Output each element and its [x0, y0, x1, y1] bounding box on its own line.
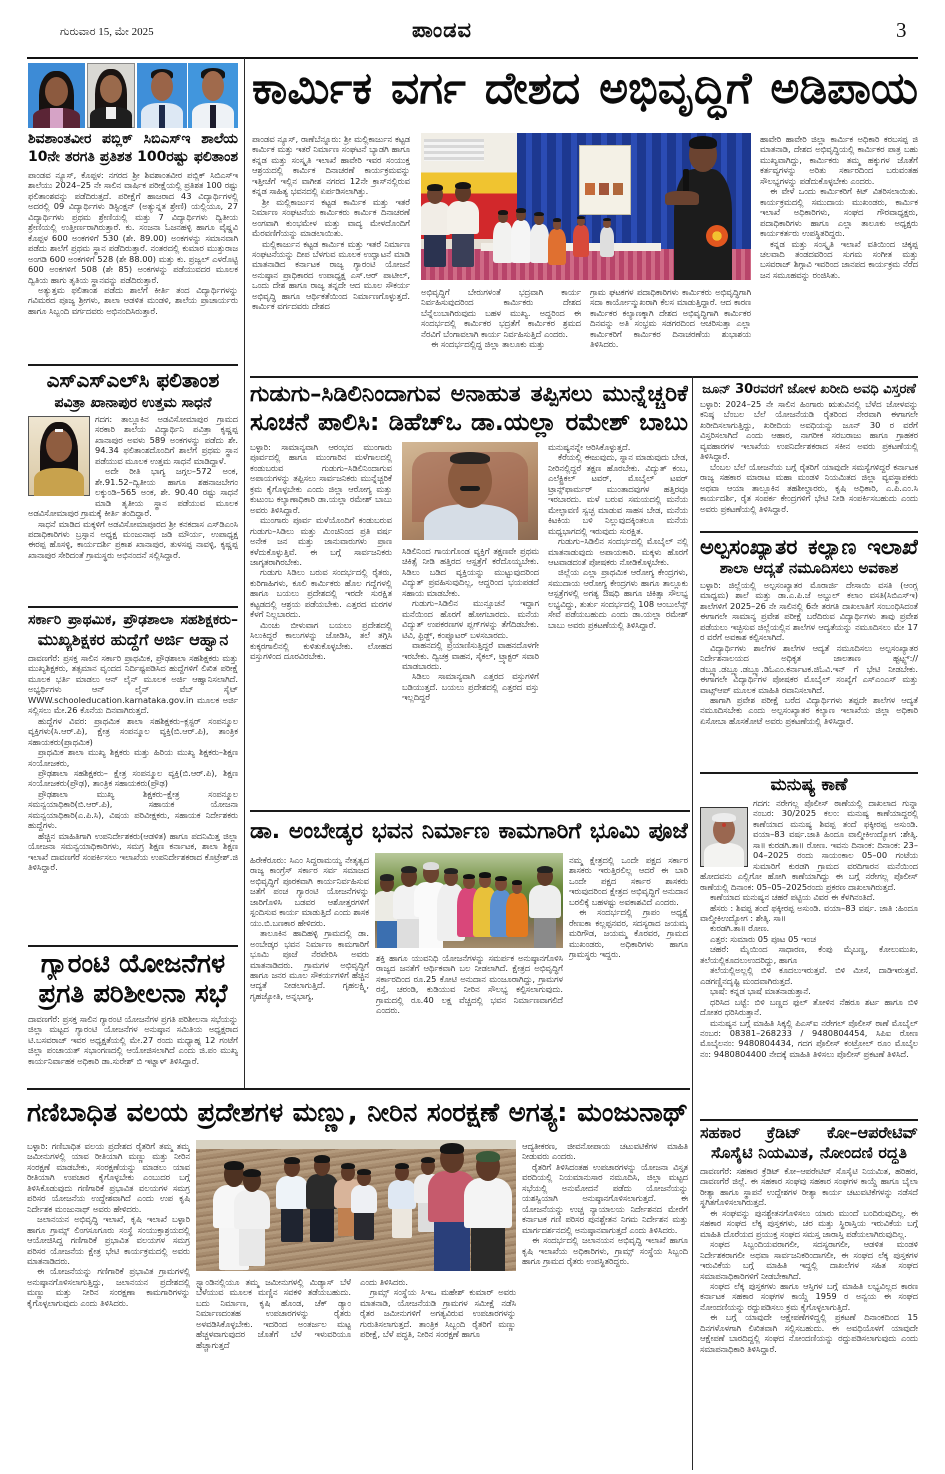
person-legs	[397, 916, 420, 948]
person-torso	[388, 1180, 416, 1210]
photo-labour-day-event	[421, 133, 751, 280]
person-torso	[573, 225, 588, 257]
paragraph: ಈ ವೇಳೆ ಒಂದು ಕಾರ್ಮಿಕರಿಗೆ ಕಿಟ್ ವಿತರಿಸಲಾಯಿತು. ಕಾರ್ಯಕ್ರಮದಲ್ಲಿ ಸಮುದಾಯ ಮುಖಂಡರು, ಕಾರ್ಮಿಕ ಇಲಾಖೆ ಅಧಿಕಾರಿಗಳು, ಸಂಘದ ಗೌರವಾಧ್ಯಕ್ಷರು, ಪದಾಧಿಕಾರಿಗಳು ಹಾಗೂ ಎಲ್ಲಾ ತಾಲೂಕು ಅಧ್ಯಕ್ಷರು ಕಾರ್ಯಕರ್ತರು ಉಪಸ್ಥಿತರಿದ್ದರು.	[760, 186, 918, 239]
photo-student-3	[137, 63, 187, 128]
shirt	[424, 504, 518, 540]
person-hair	[440, 1143, 464, 1154]
person-hair	[401, 866, 417, 873]
article-column	[590, 287, 751, 365]
article-column	[250, 442, 392, 808]
person-hair	[314, 1155, 330, 1163]
story-divider	[28, 364, 238, 366]
article-column	[360, 1277, 516, 1469]
horizon	[196, 1140, 516, 1149]
paragraph: ಸಂಘದ ಸಿಬ್ಬಂದಿಯವರಾಗಲೀ, ಸದಸ್ಯರಾಗಲೀ, ಆಡಳಿತ ಮಂಡಳಿ ನಿರ್ದೇಶಕರಾಗಲೀ ಅಥವಾ ಸಾರ್ವಜನಿಕರಿಂದಾಗಲೀ, ಈ ಸಂಘದ ಲೆಕ್ಕ ಪುಸ್ತಕಗಳ ಇರುವಿಕೆಯ ಬಗ್ಗೆ ಮಾಹಿತಿ ಇದ್ದಲ್ಲಿ ದಾಖಲೆಗಳ ಸಹಿತ ಸಂಘದ ಸಮಾಪನಾಧಿಕಾರಿಗಳಿಗೆ ನೀಡಬೇಕಾಗಿದೆ.	[700, 1239, 918, 1281]
lead-headline: ಕಾರ್ಮಿಕ ವರ್ಗ ದೇಶದ ಅಭಿವೃದ್ಧಿಗೆ ಅಡಿಪಾಯ	[252, 63, 918, 114]
person-legs	[354, 1210, 373, 1240]
article-body	[28, 414, 238, 600]
paragraph: ತಲೆಯಲ್ಲಿಅಲ್ಲಲ್ಲಿ ಬಿಳಿ ಕೂದಲುಇರುತ್ತವೆ. ಬಿಳಿ ಮೀಸೆ, ದಾಡಿಇರುತ್ತವೆ. ಎಡಗಣ್ಣಿನದೃಷ್ಟಿ ಮಂದವಾಗಿರುತ್ತದೆ.	[700, 965, 918, 986]
paragraph: ಮುಂಗಾರು ಪೂರ್ವ ಮಳೆಯೊಂದಿಗೆ ಕಂಡುಬರುವ ಗುಡುಗು–ಸಿಡಿಲು ಮತ್ತು ಮಿಂಚಿನಿಂದ ಪ್ರತಿ ವರ್ಷ ಅನೇಕ ಜನ ಮತ್ತು ಜಾನುವಾರುಗಳು ಪ್ರಾಣ ಕಳೆದುಕೊಳ್ಳುತ್ತಿವೆ. ಈ ಬಗ್ಗೆ ಸಾರ್ವಜನಿಕರು ಜಾಗೃತರಾಗಿರಬೇಕು.	[250, 515, 392, 567]
paragraph: ಕೆರೆಯಲ್ಲಿ ಈಜುವುದು, ಸ್ನಾನ ಮಾಡುವುದು ಬೇಡ, ನೀರಿನಲ್ಲಿದ್ದರೆ ತಕ್ಷಣ ಹೊರಬೇಕು. ವಿದ್ಯುತ್ ಕಂಬ, ಎಲೆಕ್ಟ್ರಿಕಲ್ ಟವರ್, ಮೊಬೈಲ್ ಟವರ್ ಟ್ರಾನ್ಸ್‌ಫಾರ್ಮರ್ ಮುಂತಾದವುಗಳ ಹತ್ತಿರವೂ ಇರಬಾರದು. ಮಳೆ ಬರುವ ಸಮಯದಲ್ಲಿ ಮನೆಯ ಮೇಲ್ಛಾವಣಿ ಸ್ವಚ್ಛ ಮಾಡುವ ಸಾಹಸ ಬೇಡ, ಮನೆಯ ಕಿಟಕಿಯ ಬಳಿ ನಿಲ್ಲುವುದಕ್ಕಿಂತಲೂ ಮನೆಯ ಮಧ್ಯಭಾಗದಲ್ಲಿ ಇರುವುದು ಸುರಕ್ಷಿತ.	[548, 452, 688, 536]
page-number: 3	[896, 18, 907, 42]
person-torso	[529, 885, 561, 919]
person-legs	[471, 1223, 505, 1271]
article-body	[28, 653, 238, 936]
person-hair	[284, 1157, 300, 1164]
article-body	[700, 399, 918, 527]
paragraph: ದಾವಣಗೆರೆ: ಪ್ರಸಕ್ತ ಸಾಲಿನ ಸರ್ಕಾರಿ ಪ್ರಾಥಮಿಕ, ಪ್ರೌಢಶಾಲಾ ಸಹಶಿಕ್ಷಕರು ಮತ್ತು ಮುಖ್ಯಶಿಕ್ಷಕರು, ತತ್ಸಮಾನ ವೃಂದದ ನಿರ್ದಿಷ್ಟಪಡಿಸಿದ ಹುದ್ದೆಗಳಿಗೆ ಲಿಖಿತ ಪರೀಕ್ಷೆ ಮೂಲಕ ಭರ್ತಿ ಮಾಡಲು ಆನ್ ಲೈನ್ ಮೂಲಕ ಅರ್ಜಿ ಆಹ್ವಾನಿಸಲಾಗಿದೆ. ಅಭ್ಯರ್ಥಿಗಳು ಆನ್ ಲೈನ್ ವೆಬ್ ಸೈಟ್ WWW.schooleducation.karnataka.gov.in ಮೂಲಕ ಅರ್ಜಿ ಸಲ್ಲಿಸಲು ಮೇ.26 ಕೊನೆಯ ದಿನವಾಗಿರುತ್ತದೆ.	[28, 653, 238, 716]
article-body	[28, 170, 238, 360]
story-divider	[700, 531, 918, 533]
story-divider	[27, 1088, 690, 1090]
paragraph: ಕುರಡಗಿ.ತಾ॥ ರೋಣ.	[710, 923, 770, 934]
person-hair	[243, 1169, 261, 1177]
paragraph: ಬಳ್ಳಾರಿ: ಸಾಮಾನ್ಯವಾಗಿ ಆರಂಭದ ಮುಂಗಾರು ಪೂರ್ವದಲ್ಲಿ ಹಾಗೂ ಮುಂಗಾರಿನ ಮಳೆಗಾಲದಲ್ಲಿ ಕಂಡುಬರುವ ಗುಡುಗು–ಸಿಡಿಲಿನಿಂದಾಗುವ ಅಪಾಯಗಳನ್ನು ತಪ್ಪಿಸಲು ಸಾರ್ವಜನಿಕರು ಮುನ್ನೆಚ್ಚರಿಕೆ ಕ್ರಮ ಕೈಗೊಳ್ಳಬೇಕು ಎಂದು ಜಿಲ್ಲಾ ಆರೋಗ್ಯ ಮತ್ತು ಕುಟುಂಬ ಕಲ್ಯಾಣಾಧಿಕಾರಿ ಡಾ.ಯಲ್ಲಾ ರಮೇಶ್ ಬಾಬು ಅವರು ತಿಳಿಸಿದ್ದಾರೆ.	[250, 442, 392, 515]
headline: ಸಹಕಾರ ಕ್ರೆಡಿಟ್ ಕೋ–ಆಪರೇಟಿವ್	[700, 1123, 918, 1142]
paragraph: ಸಾಧನೆ ಮಾಡಿದ ಮಕ್ಕಳಿಗೆ ಅಡವಿಸೋಮಾಪೂರದ ಶ್ರೀ ಕನಕದಾಸ ಎಸ್‌ಡಿಎಂಸಿ ಪದಾಧಿಕಾರಿಗಳು ಬ್ರಸ್ಸಾನ ಅಧ್ಯಕ್ಷ ಮಂಜುನಾಥ ಜಡಿ ಮೌರ್ಯ, ಉಪಾಧ್ಯಕ್ಷ ಈರಪ್ಪ ಹೊಸಳ್ಳಿ, ಕಾರ್ಯದರ್ಶಿ ಪ್ರಕಾಶ ಖಾನಾಪುರ, ತುಳಸಪ್ಪ ನಾವಳ್ಳಿ, ಕೃಷ್ಣಪ್ಪ ಖಾನಾಪುರ ಸೇರಿದಂತೆ ಗ್ರಾಮಸ್ಥರು ಅಭಿನಂದನೆ ಸಲ್ಲಿಸಿದ್ದಾರೆ.	[28, 518, 238, 560]
headline: ಸರ್ಕಾರಿ ಪ್ರಾಥಮಿಕ, ಪ್ರೌಢಶಾಲಾ ಸಹಶಿಕ್ಷಕರು–	[28, 612, 238, 628]
paragraph: ಸಂಘದ ಲೆಕ್ಕ ಪುಸ್ತಕಗಳು ಹಾಗೂ ಆಸ್ತಿಗಳ ಬಗ್ಗೆ ಮಾಹಿತಿ ಲಭ್ಯವಿಲ್ಲದ ಕಾರಣ ಕರ್ನಾಟಕ ಸಹಕಾರ ಸಂಘಗಳ ಕಾಯ್ದೆ 1959 ರ ಅನ್ವಯ ಈ ಸಂಘದ ನೋಂದಣಿಯನ್ನು ರದ್ದುಪಡಿಸಲು ಕ್ರಮ ಕೈಗೊಳ್ಳಲಾಗುತ್ತಿದೆ.	[700, 1280, 918, 1312]
person-hair	[421, 1157, 435, 1163]
paragraph: ಚಹರೆ: ಮೈಯಿಂದ ಸಾಧಾರಣ, ಕೆಂಪು ಮೈಬಣ್ಣ, ಕೋಲುಮುಖ, ತಲೆಯಲ್ಲಿಕೂದಲುಉದರಿದ್ದು, ಹಾಗೂ	[700, 944, 918, 965]
article-column	[421, 287, 581, 365]
paragraph: ಹಿರೇಕೆರೂರು: ಸಿಎಂ ಸಿದ್ದರಾಮಯ್ಯ ನೇತೃತ್ವದ ರಾಜ್ಯ ಕಾಂಗ್ರೆಸ್ ಸರ್ಕಾರ ಸರ್ವ ಸಮಾಜದ ಅಭಿವೃದ್ಧಿಗೆ ಪೂರಕವಾಗಿ ಕಾರ್ಯನಿರ್ವಹಿಸುವ ಜತೆಗೆ ಪಂಚ ಗ್ಯಾರಂಟಿ ಯೋಜನೆಗಳನ್ನು ಜಾರಿಗೊಳಿಸಿ ಬಡವರ ಆಶೋತ್ತರಗಳಿಗೆ ಸ್ಪಂದಿಸುವ ಕಾರ್ಯ ಮಾಡುತ್ತಿದೆ ಎಂದು ಶಾಸಕ ಯು.ಬಿ.ಬಣಕಾರ ಹೇಳಿದರು.	[250, 855, 369, 928]
photo-student-4	[188, 63, 238, 128]
article-column	[402, 546, 539, 808]
collar	[50, 108, 63, 128]
paragraph: ಸ್ಟ್ಯಾಂಡಿನಲ್ಲಿಯೂ ತಮ್ಮ ಜಮೀನುಗಳಲ್ಲಿ ಮಿಡ್ಯಾಸ್ ಬೆಳೆ ಬೆಳೆಯುವ ಮೂಲಕ ಮಣ್ಣಿನ ಸವಕಳಿ ತಡೆಯಬಹುದು. ಬದು ನಿರ್ಮಾಣ, ಕೃಷಿ ಹೊಂಡ, ಚೆಕ್ ಡ್ಯಾಂ ನಿರ್ಮಾಣದಂತಹ ಉಪಚಾರಗಳನ್ನು ರೈತರು ಅಳವಡಿಸಿಕೊಳ್ಳಬೇಕು. ಇದರಿಂದ ಅಂತರ್ಜಲ ಮಟ್ಟ ಹೆಚ್ಚಳವಾಗುವುದರ ಜೊತೆಗೆ ಬೆಳೆ ಇಳುವರಿಯೂ ಹೆಚ್ಚಾಗುತ್ತದೆ	[196, 1277, 351, 1350]
shirt	[704, 843, 744, 867]
rosette-badge	[706, 225, 728, 247]
paragraph: ದಾವಣಗೆರೆ: ಪ್ರಸಕ್ತ ಸಾಲಿನ ಗ್ಯಾರಂಟಿ ಯೋಜನೆಗಳ ಪ್ರಗತಿ ಪರಿಶೀಲನಾ ಸಭೆಯನ್ನು ಜಿಲ್ಲಾ ಮಟ್ಟದ ಗ್ಯಾರಂಟಿ ಯೋಜನೆಗಳ ಅನುಷ್ಠಾನ ಸಮಿತಿಯ ಅಧ್ಯಕ್ಷರಾದ ಟಿ.ಬಸವರಾಜ್ ಇವರ ಅಧ್ಯಕ್ಷತೆಯಲ್ಲಿ ಮೇ.27 ರಂದು ಮಧ್ಯಾಹ್ನ 12 ಗಂಟೆಗೆ ಜಿಲ್ಲಾ ಪಂಚಾಯತ್ ಸಭಾಂಗಣದಲ್ಲಿ ಆಯೋಜಿಸಲಾಗಿದೆ ಎಂದು ಜಿ.ಪಂ ಮುಖ್ಯ ಕಾರ್ಯನಿರ್ವಾಹಕ ಅಧಿಕಾರಿ ಡಾ.ಸುರೇಶ್ ಬಿ ಇಟ್ನಾಳ್ ತಿಳಿಸಿದ್ದಾರೆ.	[28, 1014, 238, 1066]
headline: ಎಸ್‌ಎಸ್‌ಎಲ್‌ಸಿ ಫಲಿತಾಂಶ	[46, 368, 220, 392]
right-column-divider	[692, 376, 693, 1470]
paragraph: ಬೆಂಬಲ ಬೆಲೆ ಯೋಜನೆಯ ಬಗ್ಗೆ ರೈತರಿಗೆ ಯಾವುದೇ ಸಮಸ್ಯೆಗಳಿದ್ದರೆ ಕರ್ನಾಟಕ ರಾಜ್ಯ ಸಹಕಾರ ಮಾರಾಟ ಮಹಾ ಮಂಡಳಿ ನಿಯಮಿತದ ಜಿಲ್ಲಾ ವ್ಯವಸ್ಥಾಪಕರು ಅಥವಾ ಆಯಾ ತಾಲ್ಲೂಕಿನ ತಹಶೀಲ್ದಾರರು, ಕೃಷಿ ಅಧಿಕಾರಿ, ಎ.ಪಿ.ಎಂ.ಸಿ ಕಾರ್ಯದರ್ಶಿ, ರೈತ ಸಂಪರ್ಕ ಕೇಂದ್ರಗಳಿಗೆ ಭೇಟಿ ನೀಡಿ ಸಂಪರ್ಕಿಸಬಹುದು ಎಂದು ಅವರು ಪ್ರಕಟಣೆಯಲ್ಲಿ ತಿಳಿಸಿದ್ದಾರೆ.	[700, 461, 918, 514]
paragraph: ಪ್ರೌಢಶಾಲಾ ಸಹಶಿಕ್ಷಕರು– ಕ್ಷೇತ್ರ ಸಂಪನ್ಮೂಲ ವ್ಯಕ್ತಿ(ಬಿ.ಆರ್.ಪಿ), ಶಿಕ್ಷಣ ಸಂಯೋಜಕರು(ಪ್ರೌಢ), ತಾಂತ್ರಿಕ ಸಹಾಯಕರು(ಪ್ರೌಢ)	[28, 767, 238, 789]
paragraph: ಮನುಷ್ಯನ ಬಗ್ಗೆ ಮಾಹಿತಿ ಸಿಕ್ಕಲ್ಲಿ ಪಿಎಸ್‌ಐ ನರೇಗಲ್ ಪೊಲೀಸ್ ಠಾಣೆ ಮೊಬೈಲ್ ನಂಬರ: 08381–268233 / 9480804454, ಸಿಪಿಐ ರೋಣ ಮೊಬೈಲನಂ: 9480804434, ಗದಗ ಪೊಲೀಸ್ ಕಂಟ್ರೋಲ್ ರೂಂ ಮೊಬೈಲ ನಂ: 9480804400 ನೇದಕ್ಕೆ ಮಾಹಿತಿ ತಿಳಿಸಲು ಪೊಲೀಸ್ ಪ್ರಕಟಣೆ ತಿಳಿಸಿದೆ.	[700, 1017, 918, 1059]
paragraph: ಜಿಲ್ಲೆಯ ಎಲ್ಲಾ ಪ್ರಾಥಮಿಕ ಆರೋಗ್ಯ ಕೇಂದ್ರಗಳು, ಸಮುದಾಯ ಆರೋಗ್ಯ ಕೇಂದ್ರಗಳು ಹಾಗೂ ತಾಲ್ಲೂಕು ಆಸ್ಪತ್ರೆಗಳಲ್ಲಿ ಅಗತ್ಯ ಔಷಧಿ ಹಾಗೂ ಚಿಕಿತ್ಸಾ ಸೌಲಭ್ಯ ಲಭ್ಯವಿದ್ದು, ತುರ್ತು ಸಂದರ್ಭದಲ್ಲಿ 108 ಆಂಬುಲೆನ್ಸ್ ಸೇವೆ ಪಡೆಯಬಹುದು ಎಂದು ಡಾ.ಯಲ್ಲಾ ರಮೇಶ್ ಬಾಬು ಅವರು ಪ್ರಕಟಣೆಯಲ್ಲಿ ತಿಳಿಸಿದ್ದಾರೆ.	[548, 567, 688, 630]
paragraph: ಅದೇ ರೀತಿ ಭಾಗ್ಯ ಜಗ್ಗಲ–572 ಅಂಕ, ಶೇ.91.52–ದ್ವಿತೀಯ ಹಾಗೂ ಶಹನಾಜಬೇಗಂ ಲಕ್ಕುಂಡಿ–565 ಅಂಕ, ಶೇ. 90.40 ರಷ್ಟು ಸಾಧನೆ ಮಾಡಿ ತೃತೀಯ ಸ್ಥಾನ ಪಡೆಯುವ ಮೂಲಕ ಅಡವಿಸೋಮಾಪುರ ಗ್ರಾಮಕ್ಕೆ ಕೀರ್ತಿ ತಂದಿದ್ದಾರೆ.	[28, 466, 238, 519]
person-torso	[464, 1178, 511, 1228]
masthead: ಪಾಂಡವ	[411, 18, 473, 42]
paragraph: ಗದಗ: ತಾಲ್ಲೂಕಿನ ಅಡವಿಸೋಮಾಪುರ ಗ್ರಾಮದ ಸರಕಾರಿ ಶಾಲೆಯ ವಿದ್ಯಾರ್ಥಿನಿ ಪವಿತ್ರಾ ಕೃಷ್ಣಪ್ಪ ಖಾನಾಪುರ ಅವಳು 589 ಅಂಕಗಳನ್ನು ಪಡೆದು ಶೇ. 94.34 ಫಲಿತಾಂಶದೊಂದಿಗೆ ಶಾಲೆಗೆ ಪ್ರಥಮ ಸ್ಥಾನ ಪಡೆಯುವ ಮೂಲಕ ಉತ್ತಮ ಸಾಧನೆ ಮಾಡಿದ್ದಾಳೆ.	[95, 414, 238, 466]
photo-student-1	[28, 63, 85, 128]
article-column	[548, 442, 688, 808]
paragraph: ಎಂದು ತಿಳಿಸಿದರು.	[360, 1277, 408, 1287]
paragraph: ಪ್ರೌಢಶಾಲಾ ಮುಖ್ಯ ಶಿಕ್ಷಕರು–ಕ್ಷೇತ್ರ ಸಂಪನ್ಮೂಲ ಸಮನ್ವಯಾಧಿಕಾರಿ(ಬಿ.ಆರ್.ಪಿ), ಸಹಾಯಕ ಯೋಜನಾ ಸಮನ್ವಯಾಧಿಕಾರಿ(ಎ.ಪಿ.ಸಿ), ವಿಷಯ ಪರಿವೀಕ್ಷಕರು, ಸಹಾಯಕ ನಿರ್ದೇಶಕರು ಹುದ್ದೆಗಳು.	[28, 788, 238, 831]
person-torso	[351, 1185, 378, 1213]
person-torso	[234, 1190, 270, 1228]
article-body	[700, 1166, 918, 1468]
paragraph: ತಾಲೂಕಿನ ಹಾದಿಹಳ್ಳಿ ಗ್ರಾಮದಲ್ಲಿ ಡಾ. ಅಂಬೇಡ್ಕರ ಭವನ ನಿರ್ಮಾಣ ಕಾಮಗಾರಿಗೆ ಭೂಮಿ ಪೂಜೆ ನೆರವೇರಿಸಿ ಅವರು ಮಾತನಾಡಿದರು. ಗ್ರಾಮಗಳ ಅಭಿವೃದ್ಧಿಗೆ ಹಾಗೂ ಜನರ ಮೂಲ ಸೌಕರ್ಯಗಳಿಗೆ ಹೆಚ್ಚಿನ ಆದ್ಯತೆ ನೀಡಲಾಗುತ್ತಿದೆ. ಗೃಹಲಕ್ಷ್ಮಿ, ಗೃಹಜ್ಯೋತಿ, ಅನ್ನಭಾಗ್ಯ,	[250, 928, 369, 1001]
paragraph: ಈ ಸಂದರ್ಭದಲ್ಲಿ ಜಲಾನಯನ ಅಭಿವೃದ್ಧಿ ಇಲಾಖೆ ಹಾಗೂ ಕೃಷಿ ಇಲಾಖೆಯ ಅಧಿಕಾರಿಗಳು, ಗ್ರಾಮ್ಸ್ ಸಂಸ್ಥೆಯ ಸಿಬ್ಬಂದಿ ಹಾಗೂ ಗ್ರಾಮದ ರೈತರು ಉಪಸ್ಥಿತರಿದ್ದರು.	[522, 1235, 688, 1266]
person-hair	[427, 184, 443, 191]
person-hair	[498, 210, 508, 215]
paragraph: ಕನ್ನಡ ಮತ್ತು ಸಂಸ್ಕೃತಿ ಇಲಾಖೆ ವತಿಯಿಂದ ಚಿಕ್ಕಪ್ಪ ಚಲವಾದಿ ತಂಡದವರಿಂದ ಸುಗಮ ಸಂಗೀತ ಮತ್ತು ಬಸವರಾಜ್ ಶಿಗ್ಗಾವಿ ಇವರಿಂದ ಜಾನಪದ ಕಾರ್ಯಕ್ರಮ ನೆರೆದ ಜನ ಸಮೂಹವನ್ನು ರಂಜಿಸಿತು.	[760, 238, 918, 280]
person-hair	[516, 208, 526, 213]
paragraph: ಭಾಷೆ: ಕನ್ನಡ ಭಾಷೆ ಮಾತನಾಡುತ್ತಾನೆ.	[710, 986, 811, 997]
person-hair	[479, 872, 491, 878]
paragraph: ಹುದ್ದೆಗಳ ವಿವರ: ಪ್ರಾಥಮಿಕ ಶಾಲಾ ಸಹಶಿಕ್ಷಕರು–ಕ್ಲಸ್ಟರ್ ಸಂಪನ್ಮೂಲ ವ್ಯಕ್ತಿಗಳು(ಸಿ.ಆರ್.ಪಿ), ಕ್ಷೇತ್ರ ಸಂಪನ್ಮೂಲ ವ್ಯಕ್ತಿ(ಬಿ.ಆರ್.ಪಿ), ತಾಂತ್ರಿಕ ಸಹಾಯಕರು(ಪ್ರಾಥಮಿಕ)	[28, 715, 238, 747]
person-torso	[600, 227, 614, 257]
subheadline: ಪವಿತ್ರಾ ಖಾನಾಪುರ ಉತ್ತಮ ಸಾಧನೆ	[54, 395, 212, 411]
photo-missing-man	[700, 807, 748, 867]
header-rule	[27, 57, 918, 59]
paragraph: ಬಳ್ಳಾರಿ: ಜಿಲ್ಲೆಯಲ್ಲಿ ಅಲ್ಪಸಂಖ್ಯಾತರ ಮೊರಾರ್ಜಿ ದೇಸಾಯಿ ವಸತಿ (ಆಂಗ್ಲ ಮಾಧ್ಯಮ) ಶಾಲೆ ಮತ್ತು ಡಾ.ಎ.ಪಿ.ಜೆ ಅಬ್ದುಲ್ ಕಲಾಂ ವಸತಿ(ಸಿಬಿಎಸ್‌ಇ) ಶಾಲೆಗಳಿಗೆ 2025–26 ನೇ ಸಾಲಿನಲ್ಲಿ 6ನೇ ತರಗತಿ ದಾಖಲಾತಿಗೆ ಸಂಬಂಧಿಸಿದಂತೆ ಈಗಾಗಲೇ ಸಾಮಾನ್ಯ ಪ್ರವೇಶ ಪರೀಕ್ಷೆ ಬರೆದಿರುವ ವಿದ್ಯಾರ್ಥಿಗಳು ತಾವು ಪ್ರವೇಶ ಪಡೆಯಲು ಇಚ್ಛಿಸುವ ಜಿಲ್ಲೆಯಲ್ಲಿನ ಶಾಲೆಗಳ ಆದ್ಯತೆಯನ್ನು ನಮೂದಿಸಲು ಮೇ 17 ರ ವರೆಗೆ ಅವಕಾಶ ಕಲ್ಪಿಸಲಾಗಿದೆ.	[700, 580, 918, 643]
paragraph: ಮಿಂಚು ಬೀಳುವಾಗ ಬಯಲು ಪ್ರದೇಶದಲ್ಲಿ ಸಿಲುಕಿದ್ದರೆ ಕಾಲುಗಳನ್ನು ಜೋಡಿಸಿ, ತಲೆ ತಗ್ಗಿಸಿ ಕುಕ್ಕರಗಾಲಿನಲ್ಲಿ ಕುಳಿತುಕೊಳ್ಳಬೇಕು. ಲೋಹದ ವಸ್ತುಗಳಿಂದ ದೂರವಿರಬೇಕು.	[250, 619, 392, 662]
paragraph: ಅತ್ಯುತ್ತಮ ಫಲಿತಾಂಶ ಪಡೆದು ಶಾಲೆಗೆ ಕೀರ್ತಿ ತಂದ ವಿದ್ಯಾರ್ಥಿಗಳನ್ನು ಗವಿಮಠದ ಪೂಜ್ಯ ಶ್ರೀಗಳು, ಶಾಲಾ ಆಡಳಿತ ಮಂಡಳಿ, ಶಾಲೆಯ ಪ್ರಾಚಾರ್ಯರು ಹಾಗೂ ಸಿಬ್ಬಂದಿ ವರ್ಗದವರು ಅಭಿನಂದಿಸಿರುತ್ತಾರೆ.	[28, 284, 238, 316]
mustache	[460, 486, 480, 491]
paragraph: ದಾವಣಗೆರೆ: ಸಹಕಾರ ಕ್ರೆಡಿಟ್ ಕೋ–ಆಪರೇಟಿವ್ ಸೊಸೈಟಿ ನಿಯಮಿತ, ಹರಿಹರ, ದಾವಣಗೆರೆ ಜಿಲ್ಲೆ. ಈ ಸಹಕಾರ ಸಂಘವು ಸಹಕಾರ ಸಂಘಗಳ ಕಾಯ್ದೆ ಹಾಗೂ ಬೈಲಾ ರೀತ್ಯಾ ಹಾಗೂ ಸ್ಥಾಪನೆ ಉದ್ದೇಶಗಳ ರೀತ್ಯಾ ಕಾರ್ಯ ಚಟುವಟಿಕೆಗಳನ್ನು ನಡೆಸದೆ ಸ್ಥಗಿತಗೊಳಿಸಲಾಗಿರುತ್ತದೆ.	[700, 1166, 918, 1208]
person-legs	[281, 1206, 304, 1242]
photo-bhoomi-puja	[375, 853, 563, 948]
paragraph: ಮನುಷ್ಯನನ್ನೇ ಆರಿಸಿಕೊಳ್ಳುತ್ತದೆ.	[548, 442, 631, 452]
paragraph: ಗದಗ: ನರೇಗಲ್ಲ ಪೊಲೀಸ್ ಠಾಣೆಯಲ್ಲಿ ದಾಖಲಾದ ಗುನ್ನಾ ನಂಬರ: 30/2025 ಕಲಂ: ಮನುಷ್ಯ ಕಾಣೆಯಾದ್ದರಲ್ಲಿ ಕಾಣೆಯಾದ ಮನುಷ್ಯ ಶಿವಪ್ಪ ತಂದೆ ಫಕ್ಕೀರಪ್ಪ ಅಸುಂಡಿ. ವಯಾ–83 ವರ್ಷ.ಜಾತಿ ಹಿಂದೂ ವಾಲ್ಮೀಕಿಉದ್ಯೋಗ :ಶೇತ್ಕಿ. ಸಾ॥ ಕುರಡಗಿ.ತಾ॥ ರೋಣ. ಇವನು ದಿನಾಂಕ: ದಿನಾಂಕ: 23–04–2025 ರಂದು ಸಾಯಂಕಾಲ 05–00 ಗಂಟೆಯ ಸುಮಾರಿಗೆ ಕುರಡಗಿ ಗ್ರಾಮದ ವರದಿಗಾರನ ಮನೆಯಿಂದ ಹೋದವನು ಎಲ್ಲಿಗೋ ಹೋಗಿ ಕಾಣೆಯಾಗಿದ್ದು ಈ ಬಗ್ಗೆ ನರೇಗಲ್ಲ ಪೊಲೀಸ್ ಠಾಣೆಯಲ್ಲಿ ದಿನಾಂಕ: 05–05–2025ರಂದು ಪ್ರಕರಣ ದಾಖಲಾಗಿರುತ್ತದೆ.	[700, 798, 918, 892]
article-column	[760, 134, 918, 365]
story-divider	[250, 376, 918, 378]
photo-student-2	[87, 63, 135, 128]
person-torso	[511, 220, 532, 263]
person-legs	[310, 1205, 334, 1242]
person-hair	[495, 876, 506, 881]
headline: ಜೂನ್ 30ರವರಗೆ ಜೋಳ ಖರೀದಿ ಅವಧಿ ವಿಸ್ತರಣೆ	[702, 382, 916, 397]
paragraph: ಗುಡುಗು–ಸಿಡಿಲಿನ ಸಂದರ್ಭದಲ್ಲಿ ಮೊಬೈಲ್ ನಲ್ಲಿ ಮಾತನಾಡುವುದು ಅಪಾಯಕಾರಿ. ಮಕ್ಕಳು ಹೊರಗೆ ಆಟವಾಡದಂತೆ ಪೋಷಕರು ನೋಡಿಕೊಳ್ಳಬೇಕು.	[548, 536, 688, 567]
person-hair	[476, 1151, 500, 1162]
paragraph: ಬಳ್ಳಾರಿ: ಗಣಿಬಾಧಿತ ವಲಯ ಪ್ರದೇಶದ ರೈತರಿಗೆ ತಮ್ಮ ತಮ್ಮ ಜಮೀನುಗಳಲ್ಲಿ ಯಾವ ರೀತಿಯಾಗಿ ಮಣ್ಣು ಮತ್ತು ನೀರಿನ ಸಂರಕ್ಷಣೆ ಮಾಡಬೇಕು, ಸಂರಕ್ಷಣೆಯನ್ನು ಮಾಡಲು ಯಾವ ರೀತಿಯಾಗಿ ಉಪಚಾರ ಕೈಗೊಳ್ಳಬೇಕು ಎಂಬುದರ ಬಗ್ಗೆ ತಿಳಿಸಿಕೊಡುವುದು ಗಣಿಗಾರಿಕೆ ಪ್ರಭಾವಿತ ವಲಯಗಳ ಸಮಗ್ರ ಪರಿಸರ ಯೋಜನೆಯ ಉದ್ದೇಶವಾಗಿದೆ ಎಂದು ಉಪ ಕೃಷಿ ನಿರ್ದೇಶಕ ಮಂಜುನಾಥ್ ಅವರು ಹೇಳಿದರು.	[27, 1141, 190, 1214]
paragraph: ಸಿಡಿಲಿನಿಂದ ಗಾಯಗೊಂಡ ವ್ಯಕ್ತಿಗೆ ತಕ್ಷಣವೇ ಪ್ರಥಮ ಚಿಕಿತ್ಸೆ ನೀಡಿ ಹತ್ತಿರದ ಆಸ್ಪತ್ರೆಗೆ ಕರೆದೊಯ್ಯಬೇಕು. ಸಿಡಿಲು ಬಡಿದ ವ್ಯಕ್ತಿಯನ್ನು ಮುಟ್ಟುವುದರಿಂದ ವಿದ್ಯುತ್ ಪ್ರವಹಿಸುವುದಿಲ್ಲ, ಆದ್ದರಿಂದ ಭಯಪಡದೆ ಸಹಾಯ ಮಾಡಬೇಕು.	[402, 546, 539, 598]
photo-pavithra	[28, 416, 90, 496]
article-body	[700, 580, 918, 770]
article-column	[196, 1277, 351, 1469]
window	[424, 139, 484, 161]
headline: ಡಾ. ಅಂಬೇಡ್ಕರ ಭವನ ನಿರ್ಮಾಣ ಕಾಮಗಾರಿಗೆ ಭೂಮಿ ಪೂಜೆ	[250, 819, 688, 844]
person-torso	[276, 1176, 308, 1210]
headline: ಶಿವಶಾಂತವೀರ ಪಬ್ಲಿಕ್ ಸಿಬಿಎಸ್‌ಇ ಶಾಲೆಯ	[28, 131, 238, 147]
person-legs	[239, 1225, 265, 1266]
paragraph: ಈ ಸಂಘವನ್ನು ಪುನಶ್ಚೇತನಗೊಳಿಸಲು ಯಾರು ಮುಂದೆ ಬಂದಿರುವುದಿಲ್ಲ. ಈ ಸಹಕಾರ ಸಂಘದ ಲೆಕ್ಕ ಪುಸ್ತಕಗಳು, ಚರ ಮತ್ತು ಸ್ಥಿರಾಸ್ತಿಯ ಇರುವಿಕೆಯ ಬಗ್ಗೆ ಮಾಹಿತಿ ದೊರೆಯದ ಪ್ರಯುಕ್ತ ಸಂಘದ ಸಮಸ್ತ ಜಾರಾಸ್ತಿ ಪಡೆಯಲಾಗಿರುವುದಿಲ್ಲ.	[700, 1207, 918, 1239]
paragraph: ಗುಡುಗು–ಸಿಡಿಲಿನ ಮುನ್ಸೂಚನೆ ಇದ್ದಾಗ ಮನೆಯಿಂದ ಹೊರಗೆ ಹೋಗಬಾರದು. ಮನೆಯ ವಿದ್ಯುತ್ ಉಪಕರಣಗಳ ಪ್ಲಗ್‌ಗಳನ್ನು ತೆಗೆದಿಡಬೇಕು. ಟಿವಿ, ಫ್ರಿಡ್ಜ್, ಕಂಪ್ಯೂಟರ್ ಬಳಸಬಾರದು.	[402, 598, 539, 640]
person-hair	[689, 136, 718, 149]
tie	[159, 105, 165, 128]
person-hair	[455, 182, 471, 189]
article-column	[27, 1141, 190, 1469]
headline: 10ನೇ ತರಗತಿ ಪ್ರತಿಶತ 100ರಷ್ಟು ಫಲಿತಾಂಶ	[28, 149, 238, 165]
article-column	[569, 855, 688, 1083]
collar	[106, 107, 116, 119]
paragraph: ಗುಡುಗು ಸಿಡಿಲು ಬರುವ ಸಂದರ್ಭದಲ್ಲಿ ರೈತರು, ಕುರಿಗಾಹಿಗಳು, ಕೂಲಿ ಕಾರ್ಮಿಕರು ಹೊಲ ಗದ್ದೆಗಳಲ್ಲಿ ಹಾಗೂ ಬಯಲು ಪ್ರದೇಶದಲ್ಲಿ ಇರದೇ ಸುರಕ್ಷಿತ ಕಟ್ಟಡದಲ್ಲಿ ಆಶ್ರಯ ಪಡೆಯಬೇಕು. ಎತ್ತರದ ಮರಗಳ ಕೆಳಗೆ ನಿಲ್ಲಬಾರದು.	[250, 567, 392, 620]
tilak	[55, 429, 63, 432]
person-hair	[341, 1163, 355, 1169]
hair	[712, 813, 736, 822]
paragraph: ಆದ್ಯತೀಕರಣ, ಜೀವನೋಪಾಯ ಚಟುವಟಿಕೆಗಳ ಮಾಹಿತಿ ನೀಡುವರು ಎಂದರು.	[522, 1141, 688, 1162]
paragraph: ಜಲಾನಯನ ಅಭಿವೃದ್ಧಿ ಇಲಾಖೆ, ಕೃಷಿ ಇಲಾಖೆ ಬಳ್ಳಾರಿ ಹಾಗೂ ಗ್ರಾಮ್ಸ್ ಲಿಂಗಸೂಗೂರು ಸಂಸ್ಥೆ ಸಂಯುಕ್ತಾಶ್ರಯದಲ್ಲಿ ಆಯೋಜಿಸಿದ್ದ ಗಣಿಗಾರಿಕೆ ಪ್ರಭಾವಿತ ವಲಯಗಳ ಸಮಗ್ರ ಪರಿಸರ ಯೋಜನೆಯ ಕ್ಷೇತ್ರ ಭೇಟಿ ಕಾರ್ಯಕ್ರಮದಲ್ಲಿ ಅವರು ಮಾತನಾಡಿದರು.	[27, 1214, 190, 1266]
headline: ಗ್ಯಾರಂಟಿ ಯೋಜನೆಗಳ	[40, 949, 226, 979]
paragraph: ಬಳ್ಳಾರಿ: 2024–25 ನೇ ಸಾಲಿನ ಹಿಂಗಾರು ಋತುವಿನಲ್ಲಿ ಬೆಳೆದ ಜೋಳವನ್ನು ಕನಿಷ್ಠ ಬೆಂಬಲ ಬೆಲೆ ಯೋಜನೆಯಡಿ ರೈತರಿಂದ ನೇರವಾಗಿ ಈಗಾಗಲೇ ಖರೀದಿಸಲಾಗುತ್ತಿದ್ದು, ಖರೀದಿಯ ಅವಧಿಯನ್ನು ಜೂನ್ 30 ರ ವರೆಗೆ ವಿಸ್ತರಿಸಲಾಗಿದೆ ಎಂದು ಆಹಾರ, ನಾಗರೀಕ ಸರಬರಾಜು ಹಾಗೂ ಗ್ರಾಹಕರ ವ್ಯವಹಾರಗಳ ಇಲಾಖೆಯ ಉಪನಿರ್ದೇಶಕರಾದ ಸಕೀನ ಅವರು ಪ್ರಕಟಣೆಯಲ್ಲಿ ತಿಳಿಸಿದ್ದಾರೆ.	[700, 399, 918, 462]
story-divider	[700, 1119, 918, 1121]
banner-photo	[599, 183, 609, 195]
paragraph: ಈ ಯೋಜನೆಯನ್ನು ಗಣಿಗಾರಿಕೆ ಪ್ರಭಾವಿತ ಗ್ರಾಮಗಳಲ್ಲಿ ಅನುಷ್ಠಾನಗೊಳಿಸಲಾಗುತ್ತಿದ್ದು, ಜಲಾನಯನ ಪ್ರದೇಶದಲ್ಲಿ ಮಣ್ಣು ಮತ್ತು ನೀರಿನ ಸಂರಕ್ಷಣಾ ಕಾಮಗಾರಿಗಳನ್ನು ಕೈಗೊಳ್ಳಲಾಗುವುದು ಎಂದು ತಿಳಿಸಿದರು.	[27, 1266, 190, 1308]
left-column-divider	[244, 58, 245, 1088]
person-torso	[548, 229, 565, 265]
story-divider	[28, 945, 238, 947]
paragraph: ಗ್ರಾಮ ಘಟಕಗಳ ಪದಾಧಿಕಾರಿಗಳು ಕಾರ್ಮಿಕರು ಅಭಿವೃದ್ಧಿಗಾಗಿ ಸದಾ ಕಾರ್ಯೋನ್ಮುಖರಾಗಿ ಕೆಲಸ ಮಾಡುತ್ತಿದ್ದಾರೆ. ಆದ ಕಾರಣ ಕಾರ್ಮಿಕರ ಕಲ್ಯಾಣಕ್ಕಾಗಿ ದೇಶದ ಅಭಿವೃದ್ಧಿಗಾಗಿ ಕಾರ್ಮಿಕರ ದಿನವನ್ನು ಅತಿ ಸಂಭ್ರಮ ಸಡಗರದಿಂದ ಆಚರಿಸುತ್ತಾ ಎಲ್ಲಾ ಕಾರ್ಮಿಕರಿಗೆ ಕಾರ್ಮಿಕರ ದಿನಾಚರಣೆಯ ಶುಭಾಶಯ ತಿಳಿಸಿದರು.	[590, 287, 751, 350]
paragraph: ಸಿಡಿಲು ಸಾಮಾನ್ಯವಾಗಿ ಎತ್ತರದ ವಸ್ತುಗಳಿಗೆ ಬಡಿಯುತ್ತದೆ. ಬಯಲು ಪ್ರದೇಶದಲ್ಲಿ ಎತ್ತರದ ವಸ್ತು ಇಲ್ಲದಿದ್ದರೆ	[402, 671, 539, 703]
headline: ಗುಡುಗು–ಸಿಡಿಲಿನಿಂದಾಗುವ ಅನಾಹುತ ತಪ್ಪಿಸಲು ಮುನ್ನೆಚ್ಚರಿಕೆ	[250, 381, 688, 407]
person-hair	[534, 212, 544, 216]
person-hair	[603, 218, 610, 221]
person-hair	[512, 880, 523, 885]
paragraph: ಈ ಬಗ್ಗೆ ಯಾವುದೇ ಆಕ್ಷೇಪಣೆಗಳಿದ್ದಲ್ಲಿ ಪ್ರಕಟಣೆ ದಿನಾಂಕದಿಂದ 15 ದಿನಗಳೊಳಗಾಗಿ ಲಿಖಿತವಾಗಿ ಸಲ್ಲಿಸಬಹುದು. ಈ ಅವಧಿಯೊಳಗೆ ಯಾವುದೇ ಆಕ್ಷೇಪಣೆ ಬಾರದಿದ್ದಲ್ಲಿ ಸಂಘದ ನೋಂದಣಿಯನ್ನು ರದ್ದುಪಡಿಸಲಾಗುವುದು ಎಂದು ಸಮಾಪನಾಧಿಕಾರಿ ತಿಳಿಸಿದ್ದಾರೆ.	[700, 1312, 918, 1354]
article-column	[376, 953, 563, 1083]
person-legs	[377, 918, 398, 948]
tie	[210, 105, 216, 128]
subheadline: ಶಾಲಾ ಆದ್ಯತೆ ನಮೂದಿಸಲು ಅವಕಾಶ	[719, 559, 899, 577]
face	[151, 72, 173, 101]
speaker-hand	[665, 191, 699, 205]
face	[46, 429, 72, 462]
paragraph: ಕಾಣೆಯಾದ ಮನುಷ್ಯನ ಚಹರೆ ಪಟ್ಟಿಯ ವಿವರ ಈ ಕೆಳಗಿನಂತಿದೆ.	[710, 892, 875, 903]
paragraph: ಈ ಸಂದರ್ಭದಲ್ಲಿದ್ದ ಜಿಲ್ಲಾ ತಾಲೂಕು ಮತ್ತು	[431, 339, 545, 350]
article-column	[522, 1141, 688, 1469]
paragraph: ಪಾಂಡವ ನ್ಯೂಸ್, ರಾಣೆಬೆನ್ನೂರು: ಶ್ರೀ ಮಲ್ಲಿಕಾರ್ಜುನ ಕಟ್ಟಡ ಕಾರ್ಮಿಕ ಮತ್ತು ಇತರೆ ನಿರ್ಮಾಣ ಸಂಘಟನೆ ಬ್ಯಾಡಗಿ ಹಾಗೂ ಕನ್ನಡ ಮತ್ತು ಸಂಸ್ಕೃತಿ ಇಲಾಖೆ ಹಾವೇರಿ ಇವರ ಸಂಯುಕ್ತ ಆಶ್ರಯದಲ್ಲಿ ಕಾರ್ಮಿಕ ದಿನಾಚರಣೆ ಕಾರ್ಯಕ್ರಮವನ್ನು ಇತ್ತೀಚೆಗೆ ಇಲ್ಲಿನ ವಾಗೀಶ ನಗರದ 12ನೇ ಕ್ರಾಸ್‌ನಲ್ಲಿರುವ ಕನ್ನಡ ಸಾಹಿತ್ಯ ಭವನದಲ್ಲಿ ಏರ್ಪಡಿಸಲಾಗಿತ್ತು.	[252, 134, 410, 197]
headline: ಮನುಷ್ಯ ಕಾಣೆ	[770, 775, 848, 795]
paragraph: ಗ್ರಾಮ್ಸ್ ಸಂಸ್ಥೆಯ ಸಿಇಒ ಮಹೇಶ್ ಕುಮಾರ್ ಅವರು ಮಾತನಾಡಿ, ಯೋಜನೆಯಡಿ ಗ್ರಾಮಗಳ ಸಮೀಕ್ಷೆ ನಡೆಸಿ ರೈತರ ಜಮೀನುಗಳಿಗೆ ಅಗತ್ಯವಿರುವ ಉಪಚಾರಗಳನ್ನು ಗುರುತಿಸಲಾಗುತ್ತದೆ. ತಾಂತ್ರಿಕ ಸಿಬ್ಬಂದಿ ರೈತರಿಗೆ ಮಣ್ಣು ಪರೀಕ್ಷೆ, ಬೆಳೆ ಪದ್ಧತಿ, ನೀರಿನ ಸಂರಕ್ಷಣೆ ಹಾಗೂ	[360, 1287, 516, 1340]
person-hair	[537, 866, 553, 873]
article-column	[252, 134, 410, 365]
paragraph: ಅಭಿವೃದ್ಧಿಗೆ ಬೇರುಗಳಂತೆ ಭದ್ರವಾಗಿ ಕಾರ್ಯ ನಿರ್ವಹಿಸುವುದರಿಂದ ಕಾರ್ಮಿಕರು ದೇಶದ ಬೆನ್ನೆಲುಬಾಗಿರುವುದು ಬಹಳ ಮುಖ್ಯ. ಅದ್ದರಿಂದ ಈ ಸಂದರ್ಭದಲ್ಲಿ ಕಾರ್ಮಿಕರ ಭದ್ರತೆಗೆ ಕಾರ್ಮಿಕರ ಶ್ರಮದ ನೆರವಿಗೆ ಬೆಂಗಾವಲಾಗಿ ಕಾರ್ಯ ನಿರ್ವಹಿಸುತ್ತಿದೆ ಎಂದರು.	[421, 287, 581, 339]
paragraph: ಹಾವೇರಿ ಹಾವೇರಿ ಜಿಲ್ಲಾ ಕಾರ್ಮಿಕ ಅಧಿಕಾರಿ ಕರಬಸಪ್ಪ ಜಿ ಮಾತನಾಡಿ, ದೇಶದ ಅಭಿವೃದ್ಧಿಯಲ್ಲಿ ಕಾರ್ಮಿಕರ ಪಾತ್ರ ಬಹು ಮುಖ್ಯವಾಗಿದ್ದು, ಕಾರ್ಮಿಕರು ತಮ್ಮ ಹಕ್ಕುಗಳ ಜೊತೆಗೆ ಕರ್ತವ್ಯಗಳನ್ನು ಅರಿತು ಸರ್ಕಾರದಿಂದ ಬರುವಂತಹ ಸೌಲಭ್ಯಗಳನ್ನು ಪಡೆದುಕೊಳ್ಳಬೇಕು ಎಂದರು.	[760, 134, 918, 186]
headline: ಸೂಚನೆ ಪಾಲಿಸಿ: ಡಿಹೆಚ್‌ಒ ಡಾ.ಯಲ್ಲಾ ರಮೇಶ್ ಬಾಬು	[250, 409, 688, 436]
person-legs	[452, 231, 475, 267]
person-hair	[463, 874, 475, 879]
person-torso	[506, 893, 527, 937]
paragraph: ಶ್ರೀ ಮಲ್ಲಿಕಾರ್ಜುನ ಕಟ್ಟಡ ಕಾರ್ಮಿಕ ಮತ್ತು ಇತರೆ ನಿರ್ಮಾಣ ಸಂಘಟನೆಯ ಕಾರ್ಮಿಕರು ಕಾರ್ಮಿಕ ದಿನಾಚರಣೆ ಅಂಗವಾಗಿ ಕುಂಭಮೇಳ ಮತ್ತು ವಾದ್ಯ ಮೇಳದೊಂದಿಗೆ ಮೆರವಣಿಗೆಯನ್ನು ಮಾಡಲಾಯಿತು.	[252, 196, 410, 239]
paragraph: ಈ ಸಂದರ್ಭದಲ್ಲಿ ಗ್ರಾಪಂ ಅಧ್ಯಕ್ಷೆ ರೇಣುಕಾ ಕಲ್ಲಪ್ಪನವರ, ಸದಸ್ಯರಾದ ಜಯಮ್ಮ ಮರಿಗೌಡ, ಜಯಮ್ಮ ಕೊರವರ, ಗ್ರಾಮದ ಮುಖಂಡರು, ಅಧಿಕಾರಿಗಳು ಹಾಗೂ ಗ್ರಾಮಸ್ಥರು ಇದ್ದರು.	[569, 907, 688, 960]
photo-field-visit	[196, 1140, 516, 1271]
paragraph: ಪ್ರಾಥಮಿಕ ಶಾಲಾ ಮುಖ್ಯ ಶಿಕ್ಷಕರು ಮತ್ತು ಹಿರಿಯ ಮುಖ್ಯ ಶಿಕ್ಷಕರು–ಶಿಕ್ಷಣ ಸಂಯೋಜಕರು,	[28, 747, 238, 768]
person-legs	[392, 1206, 412, 1238]
headline: ಅಲ್ಪಸಂಖ್ಯಾತರ ಕಲ್ಯಾಣ ಇಲಾಖೆ	[700, 535, 918, 559]
person-hair	[553, 218, 562, 222]
headline: ಗಣಿಬಾಧಿತ ವಲಯ ಪ್ರದೇಶಗಳ ಮಣ್ಣು, ನೀರಿನ ಸಂರಕ್ಷಣೆ ಅಗತ್ಯ: ಮಂಜುನಾಥ್	[27, 1098, 688, 1128]
person-torso	[530, 224, 549, 263]
paragraph: ವಾಹನದಲ್ಲಿ ಪ್ರಯಾಣಿಸುತ್ತಿದ್ದರೆ ವಾಹನದೊಳಗೇ ಇರಬೇಕು. ದ್ವಿಚಕ್ರ ವಾಹನ, ಸೈಕಲ್, ಟ್ರ್ಯಾಕ್ಟರ್ ಸವಾರಿ ಮಾಡಬಾರದು.	[402, 640, 539, 671]
paragraph: ಹೆಸರು : ಶಿವಪ್ಪ ತಂದೆ ಫಕ್ಕೀರಪ್ಪ ಅಸುಂಡಿ. ವಯಾ–83 ವರ್ಷ. ಜಾತಿ :ಹಿಂದೂ ವಾಲ್ಮೀಕಿಉದ್ಯೋಗ : ಶೇತ್ಕಿ. ಸಾ॥	[700, 902, 918, 923]
face	[100, 75, 122, 103]
issue-date: ಗುರುವಾರ 15, ಮೇ 2025	[60, 26, 154, 38]
headline: ಮುಖ್ಯಶಿಕ್ಷಕರ ಹುದ್ದೆಗೆ ಅರ್ಜಿ ಆಹ್ವಾನ	[37, 630, 229, 649]
article-body	[28, 1014, 238, 1082]
paragraph: ನಮ್ಮ ಕ್ಷೇತ್ರದಲ್ಲಿ ಒಂದೇ ಪಕ್ಷದ ಸರ್ಕಾರ ಶಾಸಕರು ಇರುತ್ತಿರಲಿಲ್ಲ ಆದರೆ ಈ ಬಾರಿ ಒಂದೇ ಪಕ್ಷದ ಸರ್ಕಾರ ಶಾಸಕರು ಇರುವುದರಿಂದ ಕ್ಷೇತ್ರದ ಅಭಿವೃದ್ಧಿಗೆ ಅನುದಾನ ಬರಲಿಕ್ಕೆ ಬಹಳಷ್ಟು ಅವಕಾಶವಿದೆ ಎಂದರು.	[569, 855, 688, 907]
paragraph: ಎತ್ತರ: ಸುಮಾರು 05 ಪೂಟ 05 ಇಂಚ	[710, 933, 816, 944]
headline: ಸೊಸೈಟಿ ನಿಯಮಿತ, ನೋಂದಣಿ ರದ್ಧತಿ	[711, 1143, 907, 1162]
banner-photo	[585, 183, 595, 195]
person-hair	[380, 874, 394, 881]
paragraph: ಪಾಂಡವ ನ್ಯೂಸ್, ಕೊಪ್ಪಳ: ನಗರದ ಶ್ರೀ ಶಿವಶಾಂತವೀರ ಪಬ್ಲಿಕ್ ಸಿಬಿಎಸ್‌ಇ ಶಾಲೆಯು 2024–25 ನೇ ಸಾಲಿನ ವಾರ್ಷಿಕ ಪರೀಕ್ಷೆಯಲ್ಲಿ ಪ್ರತಿಶತ 100 ರಷ್ಟು ಫಲಿತಾಂಶವನ್ನು ಪಡೆದಿರುತ್ತದೆ. ಪರೀಕ್ಷೆಗೆ ಹಾಜರಾದ 43 ವಿದ್ಯಾರ್ಥಿಗಳಲ್ಲಿ ಅದರಲ್ಲಿ 09 ವಿದ್ಯಾರ್ಥಿಗಳು ಡಿಸ್ಟಿಂಕ್ಷನ್ (ಅತ್ಯುನ್ನತ ಶ್ರೇಣಿ) ಯಲ್ಲಿಯೂ, 27 ವಿದ್ಯಾರ್ಥಿಗಳು ಪ್ರಥಮ ಶ್ರೇಣಿಯಲ್ಲಿ ಮತ್ತು 7 ವಿದ್ಯಾರ್ಥಿಗಳು ದ್ವಿತೀಯ ಶ್ರೇಣಿಯಲ್ಲಿ ಉತ್ತೀರ್ಣರಾಗಿರುತ್ತಾರೆ. ಕು. ಸಂಜನಾ ಓಜನಹಳ್ಳಿ ಹಾಗೂ ವೈಷ್ಣವಿ ಕೊಪ್ಪಳ 600 ಅಂಕಗಳಿಗೆ 530 (ಶೇ. 89.00) ಅಂಕಗಳನ್ನು ಸಮಾನವಾಗಿ ಪಡೆದು ಶಾಲೆಗೆ ಪ್ರಥಮ ಸ್ಥಾನ ಪಡೆದಿರುತ್ತಾರೆ. ನಂತರದಲ್ಲಿ ಕುಮಾರ ಮುತ್ತುರಾಜ ಅಂಗಡಿ 600 ಅಂಕಗಳಿಗೆ 528 (ಶೇ 88.00) ಮತ್ತು ಕು. ಪ್ರಜ್ವಲ್ ಎಳರೊಟ್ಟಿ 600 ಅಂಕಗಳಿಗೆ 508 (ಶೇ 85) ಅಂಕಗಳನ್ನು ಪಡೆಯುವದರ ಮೂಲಕ ದ್ವಿತಿಯ ಹಾಗು ತೃತಿಯ ಸ್ಥಾನವನ್ನು ಪಡೆದಿರುತ್ತಾರೆ.	[28, 170, 238, 285]
person-hair	[444, 868, 458, 874]
story-divider	[700, 772, 918, 774]
face	[45, 77, 68, 106]
dress	[34, 468, 84, 496]
face	[202, 71, 224, 101]
banner-photo	[613, 183, 623, 195]
paragraph: ಮಲ್ಲಿಕಾರ್ಜುನ ಕಟ್ಟಡ ಕಾರ್ಮಿಕ ಮತ್ತು ಇತರೆ ನಿರ್ಮಾಣ ಸಂಘಟನೆಯನ್ನು ದೀಪ ಬೆಳಗುವ ಮೂಲಕ ಉದ್ಘಾಟನೆ ಮಾಡಿ ಮಾತನಾಡಿದ ಕರ್ನಾಟಕ ರಾಜ್ಯ ಗ್ಯಾರಂಟಿ ಯೋಜನೆ ಅನುಷ್ಠಾನ ಪ್ರಾಧಿಕಾರದ ಉಪಾಧ್ಯಕ್ಷ ಎಸ್.ಆರ್ ಪಾಟೀಲ್, ಒಂದು ದೇಶ ಹಾಗೂ ರಾಜ್ಯ ತನ್ನದೇ ಆದ ಮೂಲ ಸೌಕರ್ಯ ಅಭಿವೃದ್ಧಿ ಹಾಗೂ ಆರ್ಥಿಕತೆಯಿಂದ ನಿರ್ಮಾಣಗೊಳ್ಳುತ್ತದೆ. ಕಾರ್ಮಿಕ ವರ್ಗದವರು ದೇಶದ	[252, 238, 410, 312]
story-divider	[250, 810, 690, 812]
banner	[579, 145, 631, 215]
article-column	[250, 855, 369, 1083]
person-legs	[424, 232, 446, 267]
person-hair	[357, 1169, 370, 1175]
person-hair	[395, 1163, 409, 1169]
paragraph: ರೈತರಿಗೆ ತಿಳಿಸಿದಂತಹ ಉಪಚಾರಗಳನ್ನು ಯೋಜನಾ ವಿಸ್ತೃತ ವರದಿಯಲ್ಲಿ ನಿಯಮಾನುಸಾರ ನಮೂದಿಸಿ, ಜಿಲ್ಲಾ ಮಟ್ಟದ ಸಭೆಯಲ್ಲಿ ಅನುಮೋದನೆ ಪಡೆದು ಯೋಜನೆಯನ್ನು ಯಶಸ್ವಿಯಾಗಿ ಅನುಷ್ಠಾನಗೊಳಿಸಲಾಗುತ್ತದೆ. ಈ ಯೋಜನೆಯನ್ನು ಉಚ್ಚ ನ್ಯಾಯಾಲಯ ನಿರ್ದೇಶನದ ಮೇರೆಗೆ ಕರ್ನಾಟಕ ಗಣಿ ಪರಿಸರ ಪುನಶ್ಚೇತನ ನಿಗಮ ನಿರ್ದೇಶನ ಮತ್ತು ಮಾರ್ಗದರ್ಶನದಲ್ಲಿ ಅನುಷ್ಠಾನವಾಗುತ್ತದೆ ಎಂದು ತಿಳಿಸಿದರು.	[522, 1161, 688, 1235]
paragraph: ವಿದ್ಯಾರ್ಥಿಗಳು ಶಾಲೆಗಳ ಶಾಲೆಗಳ ಆದ್ಯತೆ ನಮೂದಿಸಲು ಅಲ್ಪಸಂಖ್ಯಾತರ ನಿರ್ದೇಶನಾಲಯದ ಅಧಿಕೃತ ಜಾಲತಾಣ ಹ್ಟಟ್ಪ್ಸ್:// ಡಬ್ಲ್ಯೂ.ಡಬ್ಲ್ಯೂ.ಡಬ್ಲ್ಯೂ.ಡಿಓಎಂ.ಕರ್ನಾಟಕ.ಜಿಓವಿ.ಇನ್ ಗೆ ಭೇಟಿ ನೀಡಬೇಕು. ಈಗಾಗಲೇ ವಿದ್ಯಾರ್ಥಿಗಳ ಪೋಷಕರ ಮೊಬೈಲ್ ಸಂಖ್ಯೆಗೆ ಎಸ್‌ಎಂಎಸ್ ಮತ್ತು ವಾಟ್ಸ್‌ಆಪ್ ಮೂಲಕ ಮಾಹಿತಿ ರವಾನಿಸಲಾಗಿದೆ.	[700, 642, 918, 695]
story-divider	[28, 606, 238, 608]
paragraph: ಹೆಚ್ಚಿನ ಮಾಹಿತಿಗಾಗಿ ಉಪನಿರ್ದೇಶಕರು(ಆಡಳಿತ) ಹಾಗೂ ಪದನಿಮಿತ್ತ ಜಿಲ್ಲಾ ಯೋಜನಾ ಸಮನ್ವಯಾಧಿಕಾರಿಗಳು, ಸಮಗ್ರ ಶಿಕ್ಷಣ ಕರ್ನಾಟಕ, ಶಾಲಾ ಶಿಕ್ಷಣ ಇಲಾಖೆ ದಾವಣಗೆರೆ ಸಂಪರ್ಕಿಸಲು ಇಲಾಖೆಯ ಉಪನಿರ್ದೇಶಕರಾದ ಕೊಟ್ರೇಶ್.ಜಿ ತಿಳಿಸಿದ್ದಾರೆ.	[28, 830, 238, 873]
person-hair	[224, 1161, 245, 1170]
paragraph: ಧರಿಸಿದ ಬಟ್ಟೆ: ಬಿಳಿ ಬಣ್ಣದ ಫುಲ್ ತೋಳಿನ ನೆಹರೂ ಶರ್ಟ ಹಾಗೂ ಬಿಳಿ ದೋತರ ಧರಿಸಿರುತ್ತಾನೆ.	[700, 996, 918, 1018]
article-body	[700, 798, 918, 1116]
hair	[450, 452, 490, 464]
person-torso	[447, 201, 479, 235]
paragraph: ಹಾಗಾಗಿ ಪ್ರವೇಶ ಪರೀಕ್ಷೆ ಬರೆದ ವಿದ್ಯಾರ್ಥಿಗಳು ತಪ್ಪದೇ ಶಾಲೆಗಳ ಆದ್ಯತೆ ನಮೂದಿಸಬೇಕು ಎಂದು ಅಲ್ಪಸಂಖ್ಯಾತರ ಕಲ್ಯಾಣ ಇಲಾಖೆಯ ಜಿಲ್ಲಾ ಅಧಿಕಾರಿ ಏಸೋಬಾ ಹೊಸಕೋಟೆ ಅವರು ಪ್ರಕಟಣೆಯಲ್ಲಿ ತಿಳಿಸಿದ್ದಾರೆ.	[700, 694, 918, 726]
tilak	[722, 823, 726, 827]
person-hair	[423, 862, 440, 870]
paragraph: ಶಕ್ತಿ ಹಾಗೂ ಯುವನಿಧಿ ಯೋಜನೆಗಳನ್ನು ಸಮರ್ಪಕ ಅನುಷ್ಠಾನಗೊಳಿಸಿ ರಾಜ್ಯದ ಜನತೆಗೆ ಆರ್ಥಿಕವಾಗಿ ಬಲ ನೀಡಲಾಗಿದೆ. ಕ್ಷೇತ್ರದ ಅಭಿವೃದ್ಧಿಗೆ ಸರ್ಕಾರದಿಂದ ರೂ.25 ಕೋಟಿ ಅನುದಾನ ಮಂಜೂರಾಗಿದ್ದು, ಗ್ರಾಮಗಳ ರಸ್ತೆ, ಚರಂಡಿ, ಕುಡಿಯುವ ನೀರಿನ ಸೌಲಭ್ಯ ಕಲ್ಪಿಸಲಾಗುವುದು. ಗ್ರಾಮದಲ್ಲಿ ರೂ.40 ಲಕ್ಷ ವೆಚ್ಚದಲ್ಲಿ ಭವನ ನಿರ್ಮಾಣವಾಗಲಿದೆ ಎಂದರು.	[376, 953, 563, 1016]
person-torso	[493, 222, 513, 263]
headline: ಪ್ರಗತಿ ಪರಿಶೀಲನಾ ಸಭೆ	[38, 979, 228, 1009]
person-legs	[534, 915, 557, 948]
photo-dho	[402, 442, 538, 540]
